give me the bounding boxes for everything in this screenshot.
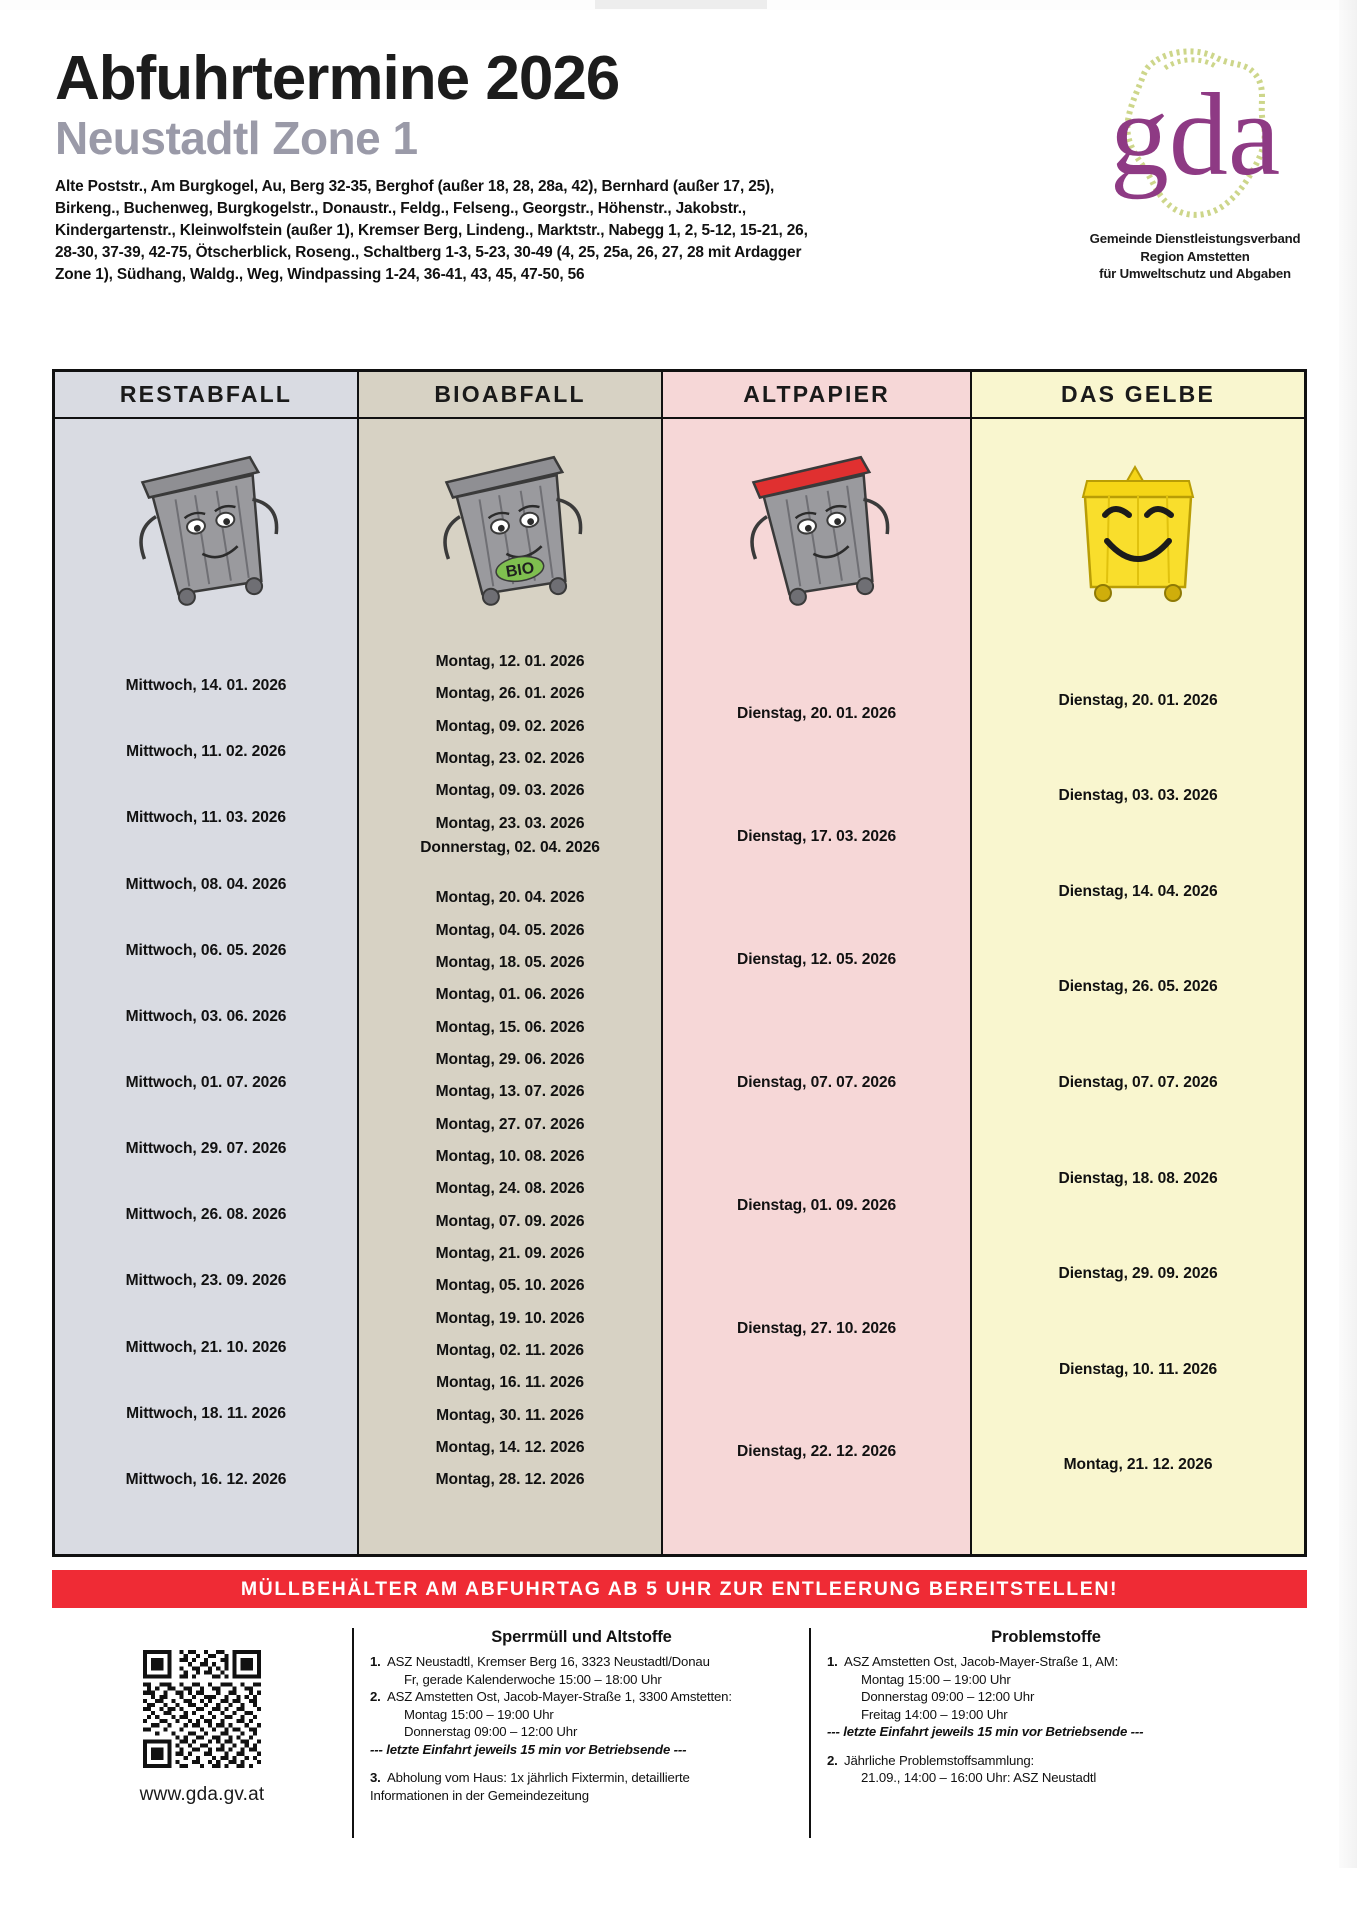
collection-date: Montag, 23. 03. 2026 (435, 814, 585, 832)
spacer (827, 1741, 1265, 1752)
collection-date: Dienstag, 20. 01. 2026 (737, 705, 897, 723)
collection-date: Mittwoch, 16. 12. 2026 (125, 1470, 287, 1488)
footer-note: --- letzte Einfahrt jeweils 15 min vor Betriebsende --- (370, 1741, 687, 1757)
list-number: 2. (370, 1689, 381, 1705)
collection-date: Mittwoch, 11. 02. 2026 (126, 743, 286, 761)
collection-date: Montag, 07. 09. 2026 (435, 1212, 585, 1230)
footer-detail-line: Fr, gerade Kalenderwoche 15:00 – 18:00 Uhr (404, 1671, 662, 1687)
date-list-das-gelbe (972, 629, 1304, 1554)
street-line-5: Zone 1), Südhang, Waldg., Weg, Windpassing 1-24, 36-41, 43, 45, 47-50, 56 (55, 265, 585, 283)
svg-text:BIO: BIO (504, 559, 536, 581)
footer-detail-line: Montag 15:00 – 19:00 Uhr (404, 1706, 554, 1722)
date-list-restabfall (55, 629, 357, 1554)
footer-detail-line: Freitag 14:00 – 19:00 Uhr (861, 1706, 1008, 1722)
collection-schedule-table (52, 369, 1307, 1557)
collection-date: Dienstag, 22. 12. 2026 (737, 1442, 897, 1460)
column-header-bioabfall: BIOABFALL (359, 372, 661, 419)
footer-text-line: Informationen in der Gemeindezeitung (370, 1787, 589, 1803)
list-text: ASZ Amstetten Ost, Jacob-Mayer-Straße 1, AM: (844, 1654, 1119, 1669)
website-url[interactable]: www.gda.gv.at (139, 1784, 265, 1805)
collection-date: Montag, 23. 02. 2026 (435, 749, 585, 767)
scan-artifact (595, 0, 767, 9)
collection-date: Dienstag, 20. 01. 2026 (1058, 691, 1218, 709)
collection-date: Montag, 19. 10. 2026 (435, 1309, 585, 1327)
column-restabfall (55, 372, 359, 1554)
collection-date: Mittwoch, 23. 09. 2026 (125, 1272, 287, 1290)
footer-list-item (370, 1769, 793, 1787)
bin-illustration-bioabfall (359, 419, 661, 629)
column-header-das-gelbe: DAS GELBE (972, 372, 1304, 419)
collection-date: Mittwoch, 21. 10. 2026 (125, 1338, 287, 1356)
street-line-3: Kindergartenstr., Kleinwolfstein (außer 1), Kremser Berg, Lindeng., Marktstr., Nabegg 1, 2, 5-12, 15-21, 26, (55, 222, 808, 240)
footer-detail-line: Donnerstag 09:00 – 12:00 Uhr (861, 1689, 1035, 1705)
footer-detail-line: Donnerstag 09:00 – 12:00 Uhr (404, 1724, 578, 1740)
qr-block (52, 1628, 352, 1868)
collection-date: Mittwoch, 06. 05. 2026 (125, 941, 287, 959)
footer-list-item (370, 1688, 793, 1706)
collection-date: Dienstag, 07. 07. 2026 (737, 1074, 897, 1091)
list-number: 2. (827, 1752, 838, 1768)
column-bioabfall (359, 372, 663, 1554)
collection-date: Dienstag, 29. 09. 2026 (1058, 1265, 1218, 1283)
column-header-altpapier: ALTPAPIER (663, 372, 970, 419)
footer-list-item (827, 1752, 1265, 1770)
list-text: ASZ Neustadtl, Kremser Berg 16, 3323 Neustadtl/Donau (387, 1654, 710, 1669)
problemstoffe-heading: Problemstoffe (991, 1628, 1101, 1646)
collection-date: Dienstag, 27. 10. 2026 (737, 1319, 897, 1337)
spacer (370, 1758, 793, 1769)
footer-list-item (370, 1653, 793, 1671)
list-number: 3. (370, 1770, 381, 1786)
reminder-banner: MÜLLBEHÄLTER AM ABFUHRTAG AB 5 UHR ZUR ENTLEERUNG BEREITSTELLEN! (52, 1570, 1307, 1608)
list-text: ASZ Amstetten Ost, Jacob-Mayer-Straße 1, 3300 Amstetten: (387, 1689, 732, 1705)
logo-caption-line1: Gemeinde Dienstleistungsverband (1089, 231, 1301, 246)
qr-code-icon[interactable] (143, 1650, 261, 1768)
collection-date: Montag, 28. 12. 2026 (435, 1471, 585, 1489)
collection-date: Montag, 15. 06. 2026 (435, 1018, 585, 1036)
bin-illustration-das-gelbe (972, 419, 1304, 629)
sperrmuell-body (370, 1653, 793, 1804)
gda-logo-caption (1081, 230, 1309, 283)
collection-date: Montag, 20. 04. 2026 (435, 889, 585, 907)
collection-date: Montag, 12. 01. 2026 (435, 653, 585, 670)
street-line-4: 28-30, 37-39, 42-75, Ötscherblick, Roseng., Schaltberg 1-3, 5-23, 30-49 (4, 25, 25a, 26, 27, 28 mit Ardagger (55, 243, 802, 261)
collection-date: Montag, 01. 06. 2026 (435, 986, 585, 1004)
collection-date: Dienstag, 03. 03. 2026 (1058, 787, 1218, 805)
collection-date: Montag, 21. 12. 2026 (1063, 1456, 1213, 1474)
page-subtitle: Neustadtl Zone 1 (55, 112, 418, 164)
collection-date: Mittwoch, 18. 11. 2026 (126, 1404, 286, 1422)
gda-wordmark: gda (1109, 69, 1281, 200)
collection-date: Mittwoch, 11. 03. 2026 (126, 809, 286, 827)
collection-date: Montag, 09. 03. 2026 (435, 782, 585, 800)
collection-date: Montag, 13. 07. 2026 (435, 1083, 585, 1101)
list-number: 1. (370, 1654, 381, 1669)
collection-date: Mittwoch, 14. 01. 2026 (125, 677, 287, 695)
collection-date: Mittwoch, 08. 04. 2026 (125, 875, 287, 893)
collection-date: Dienstag, 10. 11. 2026 (1058, 1360, 1218, 1378)
collection-date: Montag, 24. 08. 2026 (435, 1180, 585, 1198)
logo-caption-line3: für Umweltschutz und Abgaben (1099, 266, 1291, 282)
collection-date: Montag, 16. 11. 2026 (436, 1374, 585, 1392)
collection-date: Montag, 26. 01. 2026 (435, 685, 585, 703)
collection-date: Montag, 05. 10. 2026 (435, 1277, 585, 1295)
collection-date: Dienstag, 01. 09. 2026 (737, 1196, 897, 1214)
scan-edge-bottom (0, 1868, 1357, 1920)
scan-edge-right (1339, 0, 1357, 1920)
collection-date: Mittwoch, 26. 08. 2026 (125, 1206, 287, 1224)
collection-date: Dienstag, 12. 05. 2026 (737, 951, 897, 969)
collection-date: Montag, 02. 11. 2026 (436, 1341, 585, 1359)
collection-date: Donnerstag, 02. 04. 2026 (420, 838, 600, 856)
street-line-2: Birkeng., Buchenweg, Burgkogelstr., Donaustr., Feldg., Felseng., Georgstr., Höhenstr., Jakobstr., (55, 200, 747, 218)
bin-illustration-restabfall (55, 419, 357, 629)
collection-date: Dienstag, 17. 03. 2026 (737, 828, 897, 846)
column-das-gelbe (972, 372, 1304, 1554)
footer-detail-line: Montag 15:00 – 19:00 Uhr (861, 1671, 1011, 1687)
collection-date: Dienstag, 14. 04. 2026 (1058, 882, 1218, 900)
problemstoffe-section (811, 1628, 1281, 1868)
sperrmuell-heading: Sperrmüll und Altstoffe (491, 1628, 672, 1646)
collection-date: Montag, 18. 05. 2026 (435, 953, 585, 971)
problemstoffe-body (827, 1653, 1265, 1787)
collection-date: Montag, 29. 06. 2026 (435, 1050, 585, 1068)
bin-illustration-altpapier (663, 419, 970, 629)
gda-logo-icon (1095, 46, 1295, 226)
collection-date: Mittwoch, 03. 06. 2026 (125, 1007, 287, 1025)
collection-date: Montag, 04. 05. 2026 (435, 921, 585, 939)
collection-date: Dienstag, 26. 05. 2026 (1058, 978, 1218, 996)
list-number: 1. (827, 1654, 838, 1669)
list-text: Jährliche Problemstoffsammlung: (844, 1752, 1035, 1768)
collection-date: Mittwoch, 29. 07. 2026 (125, 1140, 287, 1158)
collection-date: Montag, 30. 11. 2026 (436, 1406, 585, 1424)
collection-date: Mittwoch, 01. 07. 2026 (125, 1074, 287, 1091)
footer-list-item (827, 1653, 1265, 1671)
column-altpapier (663, 372, 972, 1554)
footer-note: --- letzte Einfahrt jeweils 15 min vor Betriebsende --- (827, 1724, 1144, 1740)
list-text: Abholung vom Haus: 1x jährlich Fixtermin, detaillierte (387, 1770, 690, 1786)
collection-date: Montag, 14. 12. 2026 (435, 1438, 585, 1456)
sperrmuell-section (354, 1628, 809, 1868)
collection-date: Montag, 09. 02. 2026 (435, 717, 585, 735)
collection-date: Montag, 10. 08. 2026 (435, 1147, 585, 1165)
street-line-1: Alte Poststr., Am Burgkogel, Au, Berg 32-35, Berghof (außer 18, 28, 28a, 42), Bernhard (außer 17, 25), (55, 178, 775, 196)
date-list-altpapier (663, 629, 970, 1554)
street-list (55, 176, 845, 285)
page-title: Abfuhrtermine 2026 (55, 44, 620, 113)
collection-date: Montag, 21. 09. 2026 (435, 1244, 585, 1262)
document-footer (52, 1628, 1307, 1868)
logo-caption-line2: Region Amstetten (1140, 248, 1250, 264)
collection-date: Dienstag, 07. 07. 2026 (1058, 1074, 1218, 1091)
column-header-restabfall: RESTABFALL (55, 372, 357, 419)
collection-date: Montag, 27. 07. 2026 (435, 1115, 585, 1133)
collection-date: Dienstag, 18. 08. 2026 (1058, 1169, 1218, 1187)
footer-detail-line: 21.09., 14:00 – 16:00 Uhr: ASZ Neustadtl (861, 1770, 1097, 1786)
gda-logo-block (1081, 46, 1309, 283)
date-list-bioabfall (359, 629, 661, 1554)
